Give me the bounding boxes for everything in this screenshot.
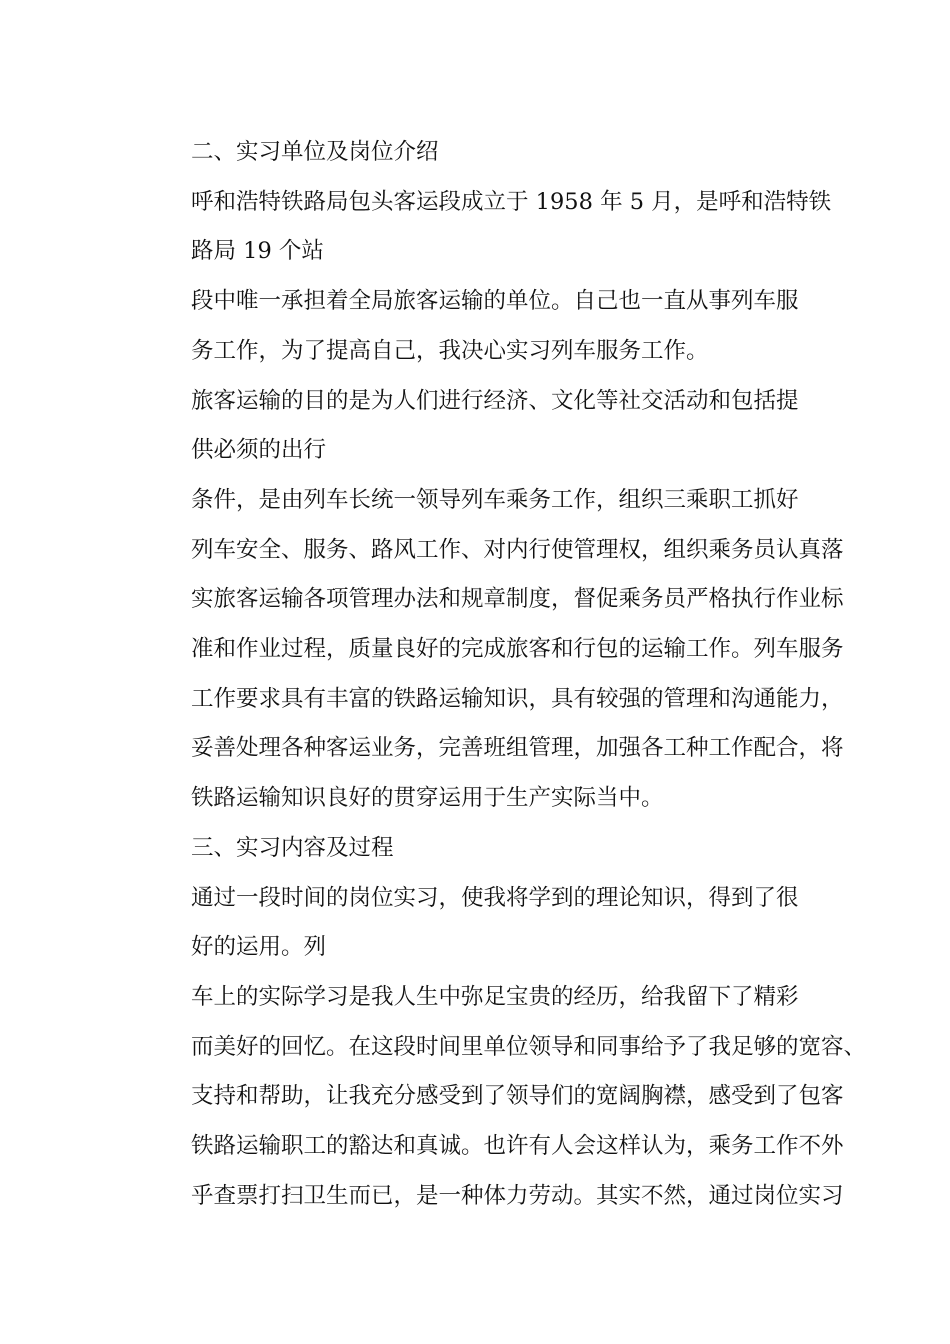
section-heading-3 <box>146 824 816 874</box>
paragraph <box>146 178 832 277</box>
text-line: 乎查票打扫卫生而已，是一种体力劳动。其实不然，通过岗位实习 <box>191 1182 844 1209</box>
text-line: 实旅客运输各项管理办法和规章制度，督促乘务员严格执行作业标 <box>191 586 844 613</box>
document-body <box>146 128 867 1221</box>
text-line: 旅客运输的目的是为人们进行经济、文化等社交活动和包括提 <box>191 387 799 414</box>
text-line: 条件，是由列车长统一领导列车乘务工作，组织三乘职工抓好 <box>191 486 799 513</box>
text-line: 支持和帮助，让我充分感受到了领导们的宽阔胸襟，感受到了包客 <box>191 1083 844 1110</box>
text-line: 车上的实际学习是我人生中弥足宝贵的经历，给我留下了精彩 <box>191 983 799 1010</box>
section-heading-2 <box>146 128 816 178</box>
text-line: 铁路运输职工的豁达和真诚。也许有人会这样认为，乘务工作不外 <box>191 1133 844 1160</box>
text-line: 供必须的出行 <box>191 437 327 464</box>
text-line: 路局 19 个站 <box>191 238 324 265</box>
text-line: 二、实习单位及岗位介绍 <box>191 139 439 165</box>
paragraph <box>146 277 816 376</box>
text-line: 工作要求具有丰富的铁路运输知识，具有较强的管理和沟通能力， <box>191 685 844 712</box>
text-line: 三、实习内容及过程 <box>191 834 394 861</box>
text-line: 准和作业过程，质量良好的完成旅客和行包的运输工作。列车服务 <box>191 636 844 663</box>
text-line: 列车安全、服务、路风工作、对内行使管理权，组织乘务员认真落 <box>191 536 844 563</box>
text-line: 妥善处理各种客运业务，完善班组管理，加强各工种工作配合，将 <box>191 735 844 762</box>
paragraph <box>146 476 844 824</box>
text-line: 而美好的回忆。在这段时间里单位领导和同事给予了我足够的宽容、 <box>191 1033 867 1060</box>
text-line: 通过一段时间的岗位实习，使我将学到的理论知识，得到了很 <box>191 884 799 911</box>
text-line: 铁路运输知识良好的贯穿运用于生产实际当中。 <box>191 785 664 812</box>
paragraph <box>146 973 867 1222</box>
paragraph <box>146 874 816 973</box>
text-line: 务工作，为了提高自己，我决心实习列车服务工作。 <box>191 337 709 364</box>
text-line: 段中唯一承担着全局旅客运输的单位。自己也一直从事列车服 <box>191 288 799 315</box>
paragraph <box>146 377 816 476</box>
text-line: 呼和浩特铁路局包头客运段成立于 1958 年 5 月，是呼和浩特铁 <box>191 188 832 215</box>
text-line: 好的运用。列 <box>191 934 327 961</box>
